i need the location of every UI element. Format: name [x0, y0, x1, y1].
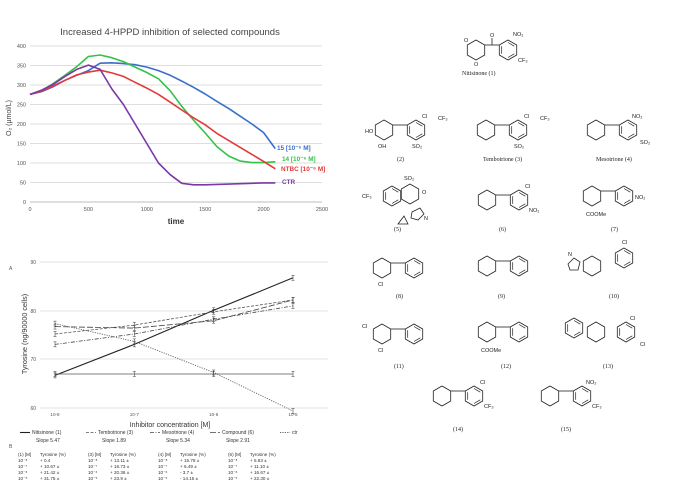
series-line-ctr [30, 65, 275, 185]
atom-ho: HO [365, 129, 374, 135]
header-concentration: (4) [M] [158, 452, 172, 457]
cell-concentration: 10⁻⁷ [88, 464, 98, 469]
cell-tyrosine: + 31.75 ± [40, 476, 60, 481]
compound-14-structure [433, 380, 493, 410]
atom-no2: NO₂ [635, 195, 646, 201]
tyrosine-chart-series [54, 275, 295, 413]
oxygen-chart-x-ticks [28, 207, 328, 213]
compound-label-10: (10) [609, 294, 619, 300]
cell-concentration: 10⁻⁷ [158, 464, 168, 469]
header-tyrosine: Tyrosine (%) [40, 452, 66, 457]
compound-3-structure [477, 114, 549, 150]
series-label-14: 14 [10⁻⁶ M] [282, 156, 316, 163]
atom-cf3: CF₃ [540, 116, 550, 122]
table-row [18, 476, 66, 482]
compound-label-6: (6) [499, 227, 506, 233]
y-tick-label: 200 [16, 122, 26, 128]
y-tick-label: 50 [19, 180, 26, 187]
legend-label: Compound (6) [222, 430, 254, 436]
oxygen-chart-y-label: O₂ (µmol/L) [6, 100, 13, 136]
oxygen-chart-x-label: time [167, 217, 185, 226]
cell-concentration: 10⁻⁷ [228, 464, 238, 469]
x-tick-label: 10-8 [50, 412, 60, 417]
y-tick-label: 300 [16, 83, 26, 89]
legend-slope: Slope 5.34 [166, 438, 190, 444]
atom-n: N [424, 216, 428, 222]
atom-o: O [422, 190, 427, 196]
atom-coome: COOMe [481, 348, 502, 354]
atom-o: O [474, 62, 479, 68]
cell-tyrosine: - 14.15 ± [180, 476, 199, 481]
series-label-ctr: CTR [282, 179, 296, 186]
oxygen-chart [0, 0, 340, 230]
series-line [55, 300, 293, 328]
tyrosine-chart-x-ticks [50, 412, 298, 417]
compound-label-5: (5) [394, 227, 401, 233]
table-row [228, 476, 276, 482]
compound-12-structure [478, 322, 527, 354]
series-line [55, 300, 293, 334]
x-tick-label: 10-6 [209, 412, 219, 417]
y-tick-label: 90 [30, 260, 36, 266]
x-tick-label: 10-7 [129, 412, 139, 417]
panel-label-b: B [9, 444, 13, 450]
compound-8-structure [373, 258, 422, 288]
cell-tyrosine: + 6.49 ± [180, 464, 197, 469]
header-tyrosine: Tyrosine (%) [180, 452, 206, 457]
cell-tyrosine: + 11.10 ± [250, 464, 269, 469]
oxygen-chart-y-ticks [17, 44, 26, 206]
cell-concentration: 10⁻⁶ [158, 470, 168, 475]
atom-cf3: CF₃ [592, 404, 602, 410]
atom-cf3: CF₃ [362, 194, 372, 200]
compound-label-3: Tembotrione (3) [483, 157, 523, 163]
header-concentration: (3) [M] [88, 452, 102, 457]
atom-cf3: CF₃ [484, 404, 494, 410]
oxygen-chart-series [30, 55, 275, 185]
legend-label: Mesotrione (4) [162, 430, 195, 436]
compound-label-15: (15) [561, 427, 571, 433]
cell-tyrosine: + 21.42 ± [40, 470, 60, 475]
compound-9-structure [478, 256, 527, 276]
compound-1-structure [464, 32, 528, 68]
table-row [158, 476, 206, 482]
x-tick-label: 10-5 [288, 412, 298, 417]
compound-6-structure [478, 184, 539, 214]
atom-cl: Cl [362, 324, 368, 330]
x-tick-label: 1000 [140, 207, 153, 213]
atom-no2: NO₂ [529, 208, 540, 214]
atom-no2: NO₂ [513, 32, 524, 38]
cell-concentration: 10⁻⁶ [18, 470, 28, 475]
tyrosine-chart [0, 250, 340, 450]
cell-tyrosine: + 20.36 ± [110, 470, 130, 475]
atom-o: O [490, 33, 495, 39]
atom-so2: SO₂ [514, 144, 525, 150]
legend-label: Nitisinone (1) [32, 430, 62, 436]
atom-cl: Cl [378, 282, 384, 288]
atom-cf3: CF₃ [518, 58, 528, 64]
compound-13-structure [565, 316, 645, 348]
header-concentration: (1) [M] [18, 452, 32, 457]
cell-tyrosine: + 23.9 ± [110, 476, 127, 481]
y-tick-label: 350 [16, 63, 26, 70]
cell-concentration: 10⁻⁸ [18, 458, 28, 463]
x-tick-label: 500 [83, 207, 93, 213]
cell-concentration: 10⁻⁶ [88, 470, 98, 475]
header-tyrosine: Tyrosine (%) [250, 452, 276, 457]
tyrosine-table-group [18, 452, 66, 482]
tyrosine-chart-grid [40, 262, 328, 408]
atom-cl: Cl [422, 114, 428, 120]
legend-label: Tembotrione (3) [98, 430, 134, 436]
compound-label-1: Nitisinone (1) [462, 71, 496, 77]
y-tick-label: 80 [30, 309, 36, 315]
atom-o: O [464, 38, 469, 44]
atom-cl: Cl [622, 240, 628, 246]
legend-label: ctr [292, 430, 298, 436]
header-tyrosine: Tyrosine (%) [110, 452, 136, 457]
compound-2-structure [365, 114, 448, 150]
atom-no2: NO₂ [632, 114, 643, 120]
cell-tyrosine: + 22.30 ± [250, 476, 270, 481]
atom-oh: OH [378, 144, 387, 150]
compound-5-structure [362, 176, 428, 224]
atom-cf3: CF₃ [438, 116, 448, 122]
tyrosine-chart-y-ticks [30, 260, 36, 412]
series-label-ntbc: NTBC [10⁻⁶ M] [281, 166, 326, 173]
cell-concentration: 10⁻⁸ [88, 458, 98, 463]
cell-concentration: 10⁻⁸ [228, 458, 238, 463]
compound-label-11: (11) [394, 364, 404, 370]
compound-structures [340, 0, 680, 504]
y-tick-label: 60 [30, 406, 36, 412]
atom-no2: NO₂ [586, 380, 597, 386]
atom-so2: SO₂ [640, 140, 651, 146]
cell-concentration: 10⁻⁵ [18, 476, 28, 481]
cell-concentration: 10⁻⁶ [228, 470, 238, 475]
y-tick-label: 150 [16, 141, 26, 148]
atom-coome: COOMe [586, 212, 607, 218]
atom-cl: Cl [640, 342, 646, 348]
compound-11-structure [362, 324, 423, 354]
legend-slope: Slope 5.47 [36, 438, 60, 444]
cell-tyrosine: + 10.67 ± [40, 464, 60, 469]
atom-cl: Cl [378, 348, 384, 354]
y-tick-label: 250 [16, 102, 26, 109]
tyrosine-table-group [88, 452, 136, 482]
compound-label-8: (8) [396, 294, 403, 300]
compound-label-14: (14) [453, 427, 463, 433]
atom-cl: Cl [480, 380, 486, 386]
y-tick-label: 70 [30, 357, 36, 363]
cell-tyrosine: - 3.7 ± [180, 470, 193, 475]
cell-tyrosine: + 13.11 ± [110, 458, 129, 463]
compound-4-structure [587, 114, 650, 146]
y-tick-label: 400 [16, 44, 26, 50]
x-tick-label: 2000 [257, 207, 270, 213]
series-label-15: 15 [10⁻⁶ M] [277, 145, 311, 152]
cell-concentration: 10⁻⁵ [88, 476, 98, 481]
atom-cl: Cl [630, 316, 636, 322]
compound-label-4: Mesotrione (4) [596, 157, 632, 163]
series-line [55, 306, 293, 345]
x-tick-label: 2500 [315, 207, 329, 213]
atom-n: N [568, 252, 572, 258]
cell-tyrosine: + 15.78 ± [180, 458, 200, 463]
tyrosine-chart-y-label: Tyrosine (ng/90000 cells) [20, 293, 29, 375]
series-line [55, 324, 293, 411]
x-tick-label: 1500 [199, 207, 212, 213]
compound-label-9: (9) [498, 294, 505, 300]
table-row [88, 476, 136, 482]
cell-concentration: 10⁻⁵ [228, 476, 238, 481]
compound-15-structure [541, 380, 601, 410]
compound-label-2: (2) [397, 157, 404, 163]
x-tick-label: 0 [28, 207, 32, 213]
tyrosine-chart-legend [20, 430, 298, 444]
y-tick-label: 100 [16, 161, 26, 167]
compound-7-structure [583, 186, 645, 218]
cell-concentration: 10⁻⁸ [158, 458, 168, 463]
tyrosine-table-group [228, 452, 276, 482]
panel-label-a: A [9, 266, 13, 272]
cell-tyrosine: + 16.73 ± [110, 464, 130, 469]
compound-label-12: (12) [501, 364, 511, 370]
legend-slope: Slope 1.89 [102, 438, 126, 444]
cell-tyrosine: + 16.67 ± [250, 470, 270, 475]
y-tick-label: 0 [22, 200, 26, 206]
cell-concentration: 10⁻⁵ [158, 476, 168, 481]
tyrosine-table-group [158, 452, 206, 482]
cell-concentration: 10⁻⁷ [18, 464, 28, 469]
header-concentration: (6) [M] [228, 452, 242, 457]
compound-label-13: (13) [603, 364, 613, 370]
atom-so2: SO₂ [404, 176, 415, 182]
atom-cl: Cl [525, 184, 531, 190]
oxygen-chart-title: Increased 4-HPPD inhibition of selected compounds [60, 27, 280, 38]
legend-slope: Slope 2.91 [226, 438, 250, 444]
tyrosine-chart-x-label: Inhibitor concentration [M] [129, 422, 211, 429]
compound-label-7: (7) [611, 227, 618, 233]
cell-tyrosine: + 5.63 ± [250, 458, 267, 463]
atom-cl: Cl [524, 114, 530, 120]
atom-so2: SO₂ [412, 144, 423, 150]
compound-10-structure [568, 240, 633, 276]
cell-tyrosine: + 0.4 [40, 458, 51, 463]
